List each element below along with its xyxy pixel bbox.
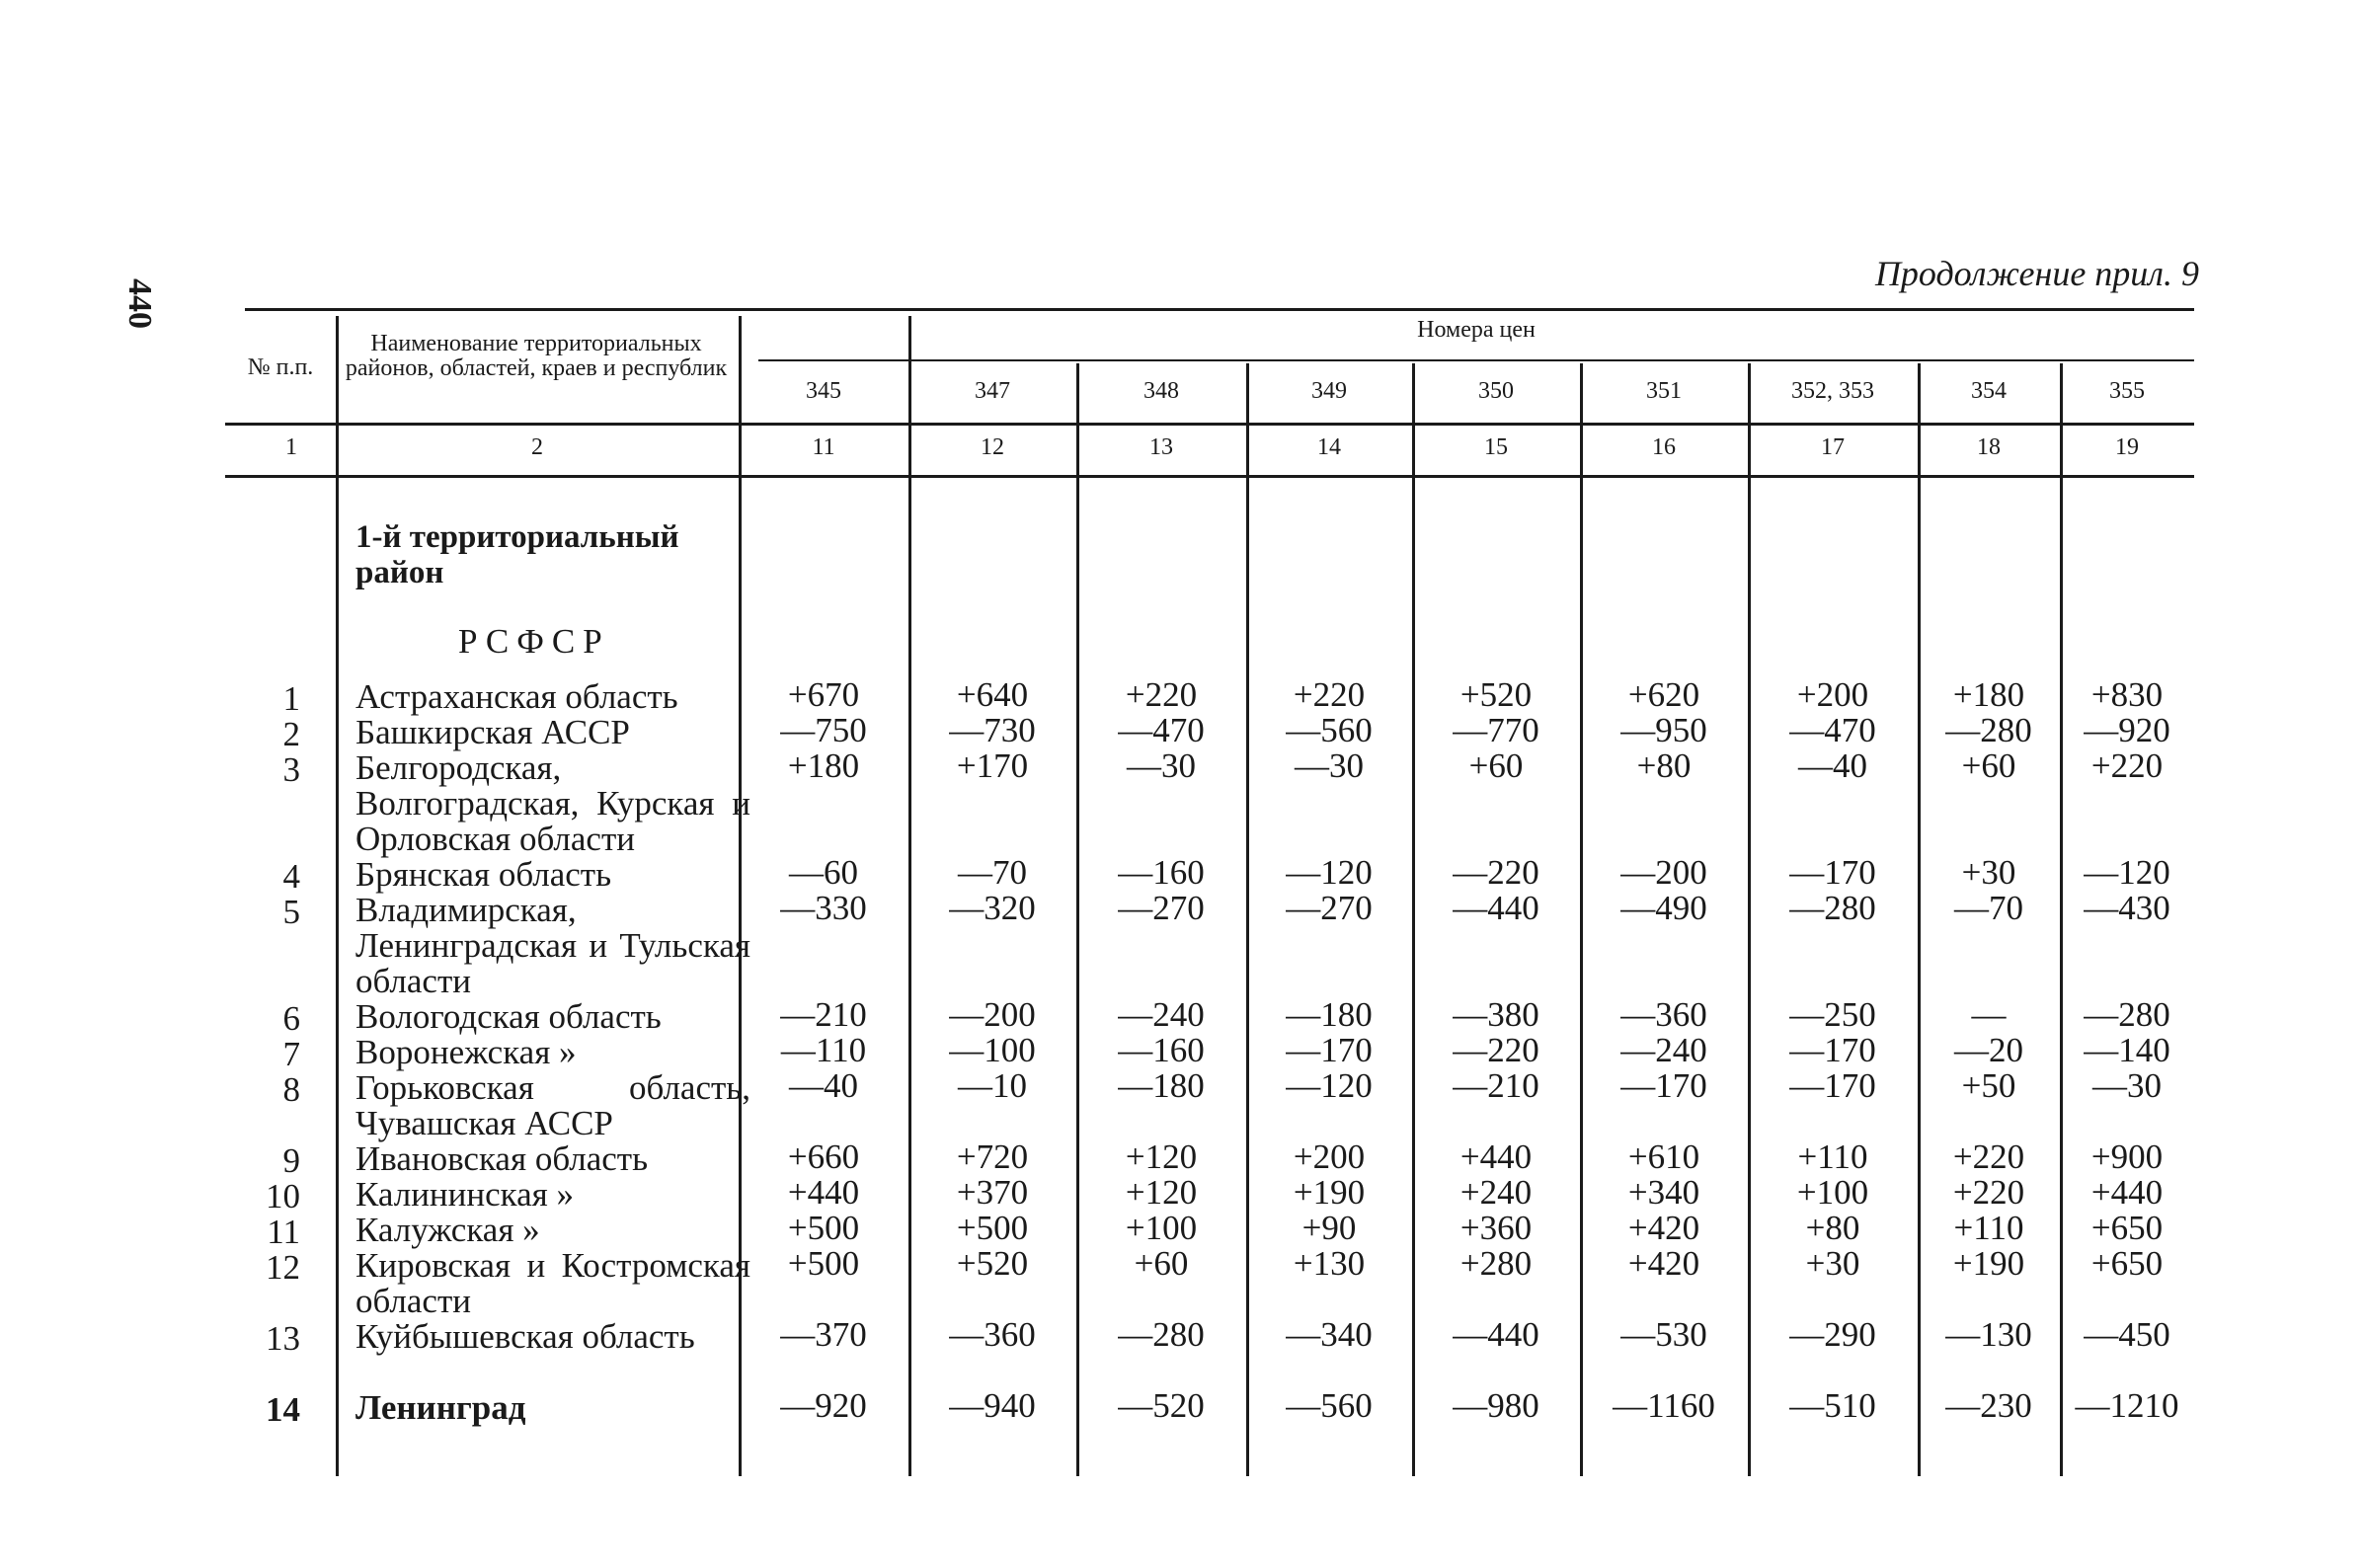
column-index: 17 (1821, 434, 1845, 460)
price-value-cell: —320 (949, 889, 1036, 927)
price-value-cell: +660 (787, 1137, 860, 1176)
row-number: 3 (282, 750, 300, 789)
price-value-cell: —230 (1945, 1386, 2032, 1425)
price-value-cell: —940 (949, 1386, 1036, 1425)
territory-name: Астраханская область (355, 677, 678, 716)
price-value-cell: —120 (1286, 853, 1373, 892)
price-value-cell: —360 (1620, 995, 1707, 1034)
row-number: 6 (282, 999, 300, 1038)
territory-name: Куйбышевская область (355, 1317, 695, 1356)
price-value-cell: —170 (1620, 1066, 1707, 1105)
row-number: 11 (267, 1213, 300, 1251)
price-value-cell: —380 (1453, 995, 1539, 1034)
price-value-cell: +180 (787, 746, 860, 785)
price-value-cell: +500 (787, 1244, 860, 1283)
territory-name: Калининская » (355, 1175, 575, 1214)
price-value-cell: —290 (1789, 1315, 1876, 1354)
price-value-cell: +520 (1459, 675, 1533, 714)
price-value-cell: +440 (1459, 1137, 1533, 1176)
row-number: 4 (282, 857, 300, 896)
row-number: 12 (266, 1248, 300, 1287)
row-number: 2 (282, 715, 300, 753)
price-value-cell: —240 (1620, 1031, 1707, 1069)
price-value-cell: +220 (1952, 1173, 2025, 1212)
price-value-cell: —160 (1118, 853, 1205, 892)
column-index: 15 (1484, 434, 1508, 460)
territory-name: Владимирская, Ленинградская и Тульская области (355, 891, 750, 1000)
price-value-cell: —360 (949, 1315, 1036, 1354)
price-column-header: 349 (1311, 378, 1347, 404)
price-value-cell: +110 (1797, 1137, 1868, 1176)
price-value-cell: —440 (1453, 1315, 1539, 1354)
price-value-cell: +650 (2090, 1209, 2164, 1247)
price-value-cell: —160 (1118, 1031, 1205, 1069)
price-value-cell: —200 (1620, 853, 1707, 892)
price-value-cell: +370 (956, 1173, 1029, 1212)
price-value-cell: +60 (1134, 1244, 1189, 1283)
row-number: 8 (282, 1070, 300, 1109)
header-bottom-rule (225, 423, 2194, 426)
price-value-cell: —370 (780, 1315, 867, 1354)
price-value-cell: —1210 (2075, 1386, 2179, 1425)
price-value-cell: +440 (787, 1173, 860, 1212)
price-value-cell: +190 (1952, 1244, 2025, 1283)
price-value-cell: +180 (1952, 675, 2025, 714)
price-value-cell: —280 (1789, 889, 1876, 927)
price-value-cell: +500 (956, 1209, 1029, 1247)
section-title-text: 1-й территориальный район (355, 519, 679, 590)
price-value-cell: +220 (1952, 1137, 2025, 1176)
price-value-cell: —220 (1453, 1031, 1539, 1069)
price-value-cell: —30 (1127, 746, 1196, 785)
row-number: 7 (282, 1035, 300, 1073)
price-value-cell: —270 (1286, 889, 1373, 927)
price-value-cell: —170 (1789, 853, 1876, 892)
price-value-cell: —40 (789, 1066, 858, 1105)
row-number: 5 (282, 893, 300, 931)
price-value-cell: +100 (1796, 1173, 1869, 1212)
price-value-cell: —40 (1798, 746, 1867, 785)
price-value-cell: —100 (949, 1031, 1036, 1069)
price-value-cell: —920 (780, 1386, 867, 1425)
price-value-cell: —1160 (1613, 1386, 1715, 1425)
price-value-cell: +120 (1125, 1173, 1198, 1212)
row-number: 13 (266, 1319, 300, 1358)
price-column-header: 352, 353 (1791, 378, 1874, 404)
price-value-cell: +360 (1459, 1209, 1533, 1247)
price-column-header: 345 (806, 378, 841, 404)
price-numbers-header: Номера цен (1417, 317, 1536, 343)
price-value-cell: —470 (1789, 711, 1876, 749)
price-value-cell: +30 (1805, 1244, 1860, 1283)
price-value-cell: —750 (780, 711, 867, 749)
price-value-cell: —470 (1118, 711, 1205, 749)
price-value-cell: —130 (1945, 1315, 2032, 1354)
column-index: 2 (531, 434, 543, 460)
section-title (355, 519, 731, 590)
price-value-cell: —180 (1118, 1066, 1205, 1105)
price-value-cell: +420 (1627, 1209, 1700, 1247)
price-value-cell: +640 (956, 675, 1029, 714)
price-value-cell: +220 (1125, 675, 1198, 714)
column-index: 14 (1317, 434, 1341, 460)
price-value-cell: +280 (1459, 1244, 1533, 1283)
price-value-cell: —30 (1295, 746, 1364, 785)
price-value-cell: —430 (2084, 889, 2170, 927)
price-value-cell: —520 (1118, 1386, 1205, 1425)
price-value-cell: +720 (956, 1137, 1029, 1176)
price-value-cell: —280 (1118, 1315, 1205, 1354)
territory-name: Вологодская область (355, 997, 662, 1036)
price-value-cell: +100 (1125, 1209, 1198, 1247)
territory-name: Воронежская » (355, 1033, 577, 1071)
price-value-cell: —120 (1286, 1066, 1373, 1105)
price-value-cell: +190 (1293, 1173, 1366, 1212)
price-value-cell: —560 (1286, 711, 1373, 749)
price-value-cell: —340 (1286, 1315, 1373, 1354)
price-value-cell: —980 (1453, 1386, 1539, 1425)
price-value-cell: —170 (1789, 1031, 1876, 1069)
price-value-cell: +340 (1627, 1173, 1700, 1212)
price-value-cell: —180 (1286, 995, 1373, 1034)
price-value-cell: —770 (1453, 711, 1539, 749)
price-value-cell: —270 (1118, 889, 1205, 927)
column-rule (336, 316, 339, 1476)
index-row-rule (225, 475, 2194, 478)
price-value-cell: +220 (1293, 675, 1366, 714)
price-value-cell: —950 (1620, 711, 1707, 749)
column-index: 18 (1977, 434, 2001, 460)
row-number: 1 (282, 679, 300, 718)
price-value-cell: —240 (1118, 995, 1205, 1034)
price-group-rule (758, 359, 2194, 361)
territory-name: Белгородская, Волгоградская, Курская и Орловская области (355, 748, 750, 858)
price-value-cell: +80 (1805, 1209, 1860, 1247)
territory-name: Кировская и Костромская области (355, 1246, 750, 1320)
price-value-cell: +80 (1636, 746, 1692, 785)
price-value-cell: —920 (2084, 711, 2170, 749)
price-value-cell: +520 (956, 1244, 1029, 1283)
section-subtitle: РСФСР (458, 622, 610, 661)
price-value-cell: —20 (1954, 1031, 2023, 1069)
price-value-cell: +110 (1953, 1209, 2024, 1247)
territory-name: Ивановская область (355, 1139, 649, 1178)
price-value-cell: +130 (1293, 1244, 1366, 1283)
price-value-cell: —110 (780, 1031, 867, 1069)
price-value-cell: —280 (1945, 711, 2032, 749)
row-number: 14 (266, 1390, 300, 1429)
top-rule (245, 308, 2194, 311)
price-value-cell: —560 (1286, 1386, 1373, 1425)
price-value-cell: —200 (949, 995, 1036, 1034)
price-value-cell: —140 (2084, 1031, 2170, 1069)
price-value-cell: —530 (1620, 1315, 1707, 1354)
price-value-cell: +900 (2090, 1137, 2164, 1176)
price-value-cell: —170 (1286, 1031, 1373, 1069)
column-index: 19 (2115, 434, 2139, 460)
price-value-cell: +200 (1796, 675, 1869, 714)
price-value-cell: —450 (2084, 1315, 2170, 1354)
price-value-cell: —250 (1789, 995, 1876, 1034)
price-value-cell: —70 (1954, 889, 2023, 927)
price-value-cell: —210 (1453, 1066, 1539, 1105)
price-value-cell: +120 (1125, 1137, 1198, 1176)
col-header-number: № п.п. (247, 354, 314, 380)
price-value-cell: —330 (780, 889, 867, 927)
price-value-cell: +440 (2090, 1173, 2164, 1212)
price-value-cell: +620 (1627, 675, 1700, 714)
price-column-header: 348 (1143, 378, 1179, 404)
price-value-cell: +200 (1293, 1137, 1366, 1176)
territory-name: Ленинград (355, 1388, 526, 1427)
price-column-header: 355 (2109, 378, 2145, 404)
price-value-cell: —730 (949, 711, 1036, 749)
price-value-cell: +60 (1468, 746, 1524, 785)
price-column-header: 351 (1646, 378, 1682, 404)
page-number: 440 (121, 278, 158, 329)
row-number: 10 (266, 1177, 300, 1215)
price-value-cell: —490 (1620, 889, 1707, 927)
price-value-cell: +830 (2090, 675, 2164, 714)
column-index: 1 (285, 434, 297, 460)
territory-name: Горьковская область, Чувашская АССР (355, 1068, 750, 1142)
price-value-cell: —170 (1789, 1066, 1876, 1105)
price-value-cell: +670 (787, 675, 860, 714)
price-column-header: 354 (1971, 378, 2007, 404)
territory-name: Башкирская АССР (355, 713, 630, 751)
price-value-cell: +420 (1627, 1244, 1700, 1283)
column-index: 13 (1149, 434, 1173, 460)
price-value-cell: —60 (789, 853, 858, 892)
price-value-cell: +220 (2090, 746, 2164, 785)
price-column-header: 347 (975, 378, 1010, 404)
price-value-cell: —70 (958, 853, 1027, 892)
continuation-caption: Продолжение прил. 9 (1874, 254, 2199, 293)
price-value-cell: +170 (956, 746, 1029, 785)
row-number: 9 (282, 1141, 300, 1180)
price-value-cell: —220 (1453, 853, 1539, 892)
price-value-cell: +650 (2090, 1244, 2164, 1283)
territory-name: Брянская область (355, 855, 612, 894)
price-value-cell: —30 (2092, 1066, 2162, 1105)
price-value-cell: — (1971, 995, 2007, 1034)
price-value-cell: —210 (780, 995, 867, 1034)
price-value-cell: +60 (1961, 746, 2016, 785)
price-value-cell: +610 (1627, 1137, 1700, 1176)
territory-name: Калужская » (355, 1211, 540, 1249)
price-value-cell: —120 (2084, 853, 2170, 892)
price-value-cell: —440 (1453, 889, 1539, 927)
price-value-cell: +30 (1961, 853, 2016, 892)
col-header-name: Наименование территориальных районов, областей, краев и республик (345, 331, 728, 381)
price-value-cell: +500 (787, 1209, 860, 1247)
price-value-cell: +240 (1459, 1173, 1533, 1212)
price-value-cell: —10 (958, 1066, 1027, 1105)
price-value-cell: —510 (1789, 1386, 1876, 1425)
price-value-cell: —280 (2084, 995, 2170, 1034)
price-value-cell: +50 (1961, 1066, 2016, 1105)
price-value-cell: +90 (1301, 1209, 1357, 1247)
price-column-header: 350 (1478, 378, 1514, 404)
column-index: 16 (1652, 434, 1676, 460)
column-index: 11 (812, 434, 835, 460)
column-index: 12 (981, 434, 1004, 460)
